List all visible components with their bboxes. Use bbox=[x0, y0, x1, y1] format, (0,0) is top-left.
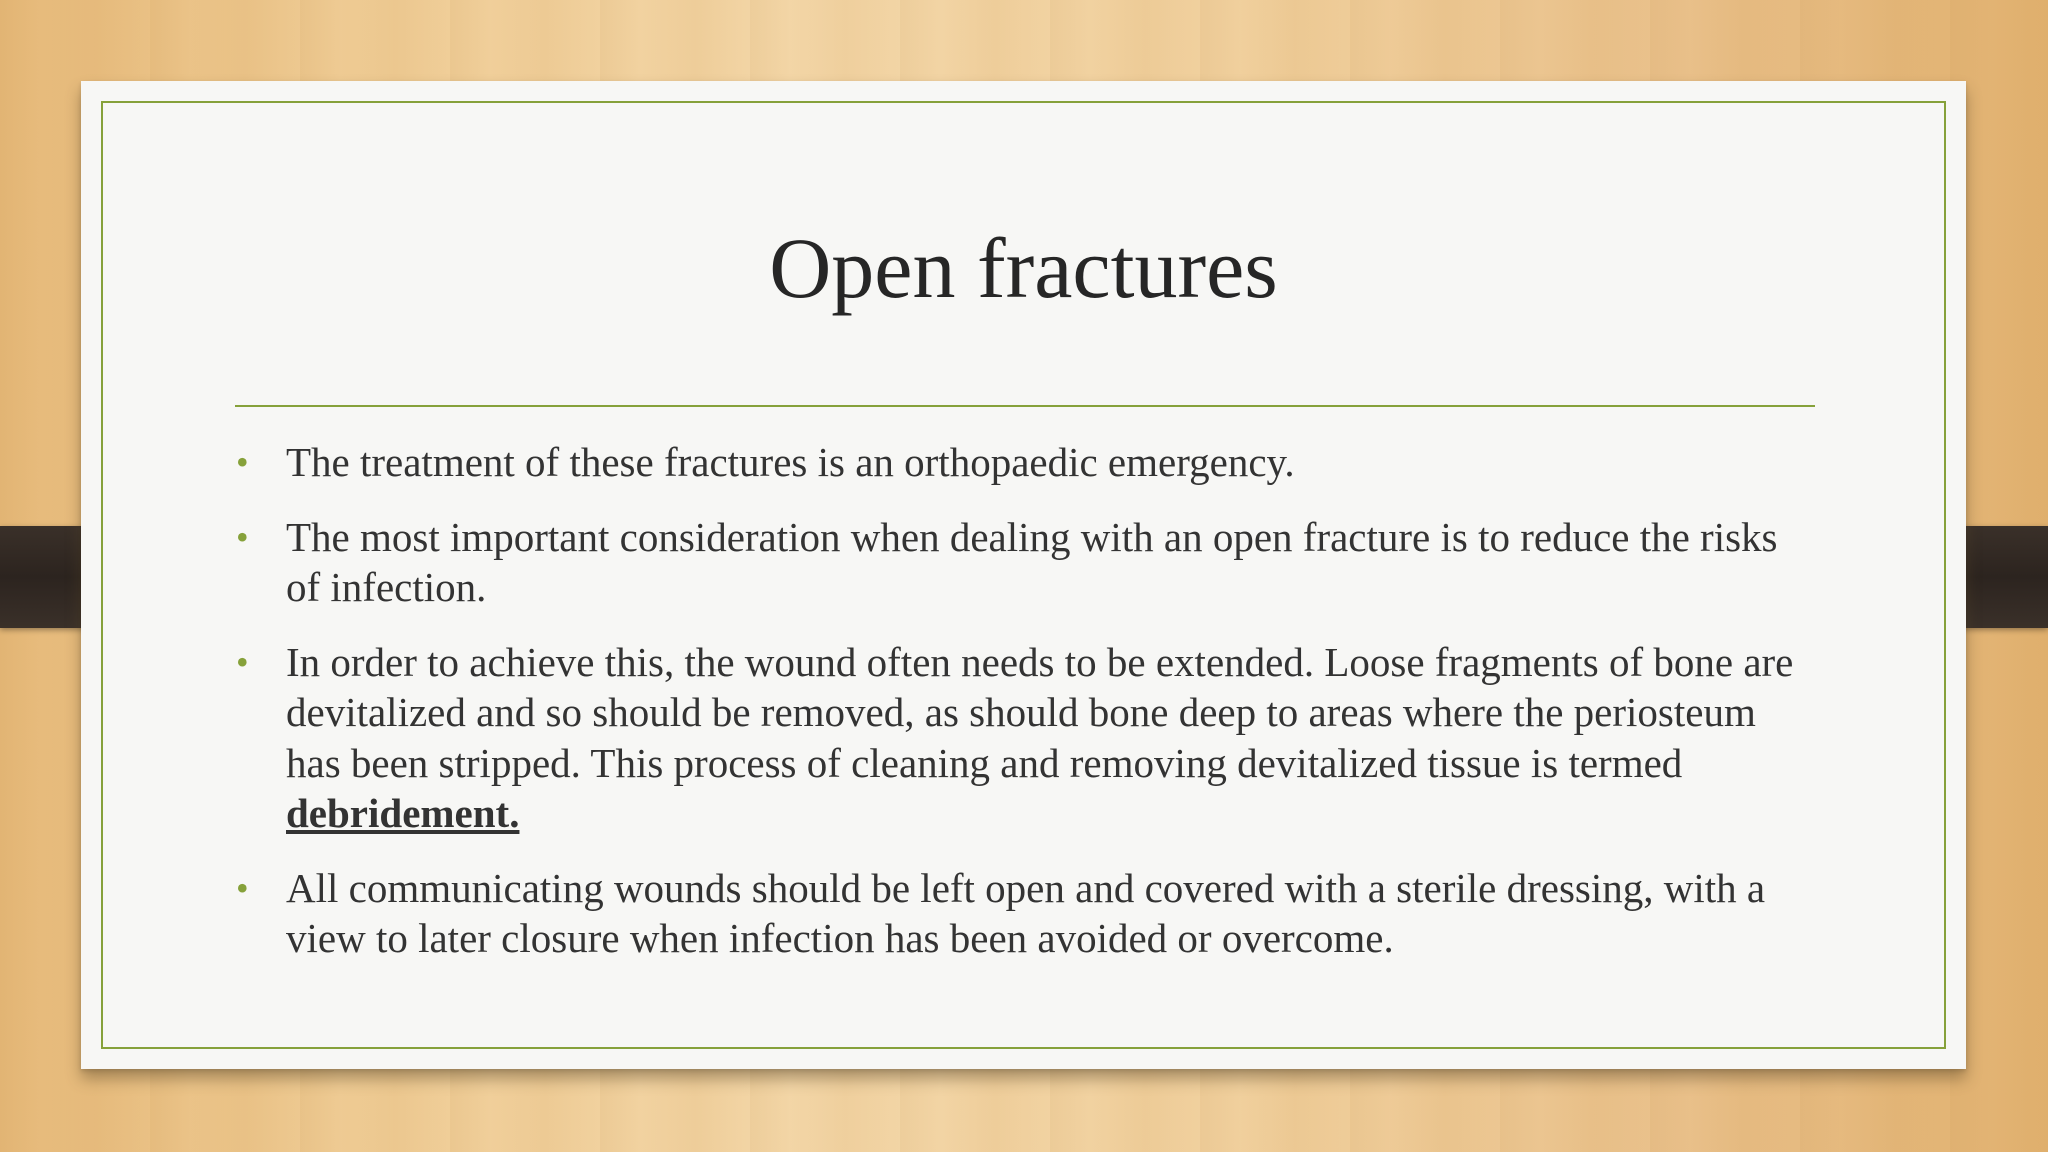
slide-title: Open fractures bbox=[769, 220, 1278, 316]
bullet-item bbox=[236, 863, 1816, 964]
slide bbox=[81, 81, 1966, 1069]
bullet-dot-icon: • bbox=[236, 442, 249, 482]
bullet-dot-icon: • bbox=[236, 867, 249, 908]
bullet-item bbox=[236, 437, 1816, 488]
bullet-dot-icon: • bbox=[236, 641, 249, 682]
bullet-item bbox=[236, 637, 1816, 839]
bullet-text: All communicating wounds should be left open and covered with a sterile dressing, with a view to later closure when infection has been avoided or overcome. bbox=[286, 864, 1766, 961]
bullet-item bbox=[236, 512, 1816, 613]
bullet-text: The most important consideration when dealing with an open fracture is to reduce the risks of infection. bbox=[286, 513, 1778, 610]
title-divider bbox=[235, 405, 1815, 407]
bullet-text: In order to achieve this, the wound often needs to be extended. Loose fragments of bone are devitalized and so should be removed, as should bone deep to areas where the periosteum has been stripped. This process of cleaning and removing devitalized tissue is termed bbox=[286, 638, 1794, 786]
bullet-list bbox=[236, 437, 1816, 988]
key-term-debridement: debridement. bbox=[286, 790, 520, 836]
bullet-dot-icon: • bbox=[236, 516, 249, 557]
bullet-text: The treatment of these fractures is an orthopaedic emergency. bbox=[286, 439, 1295, 485]
